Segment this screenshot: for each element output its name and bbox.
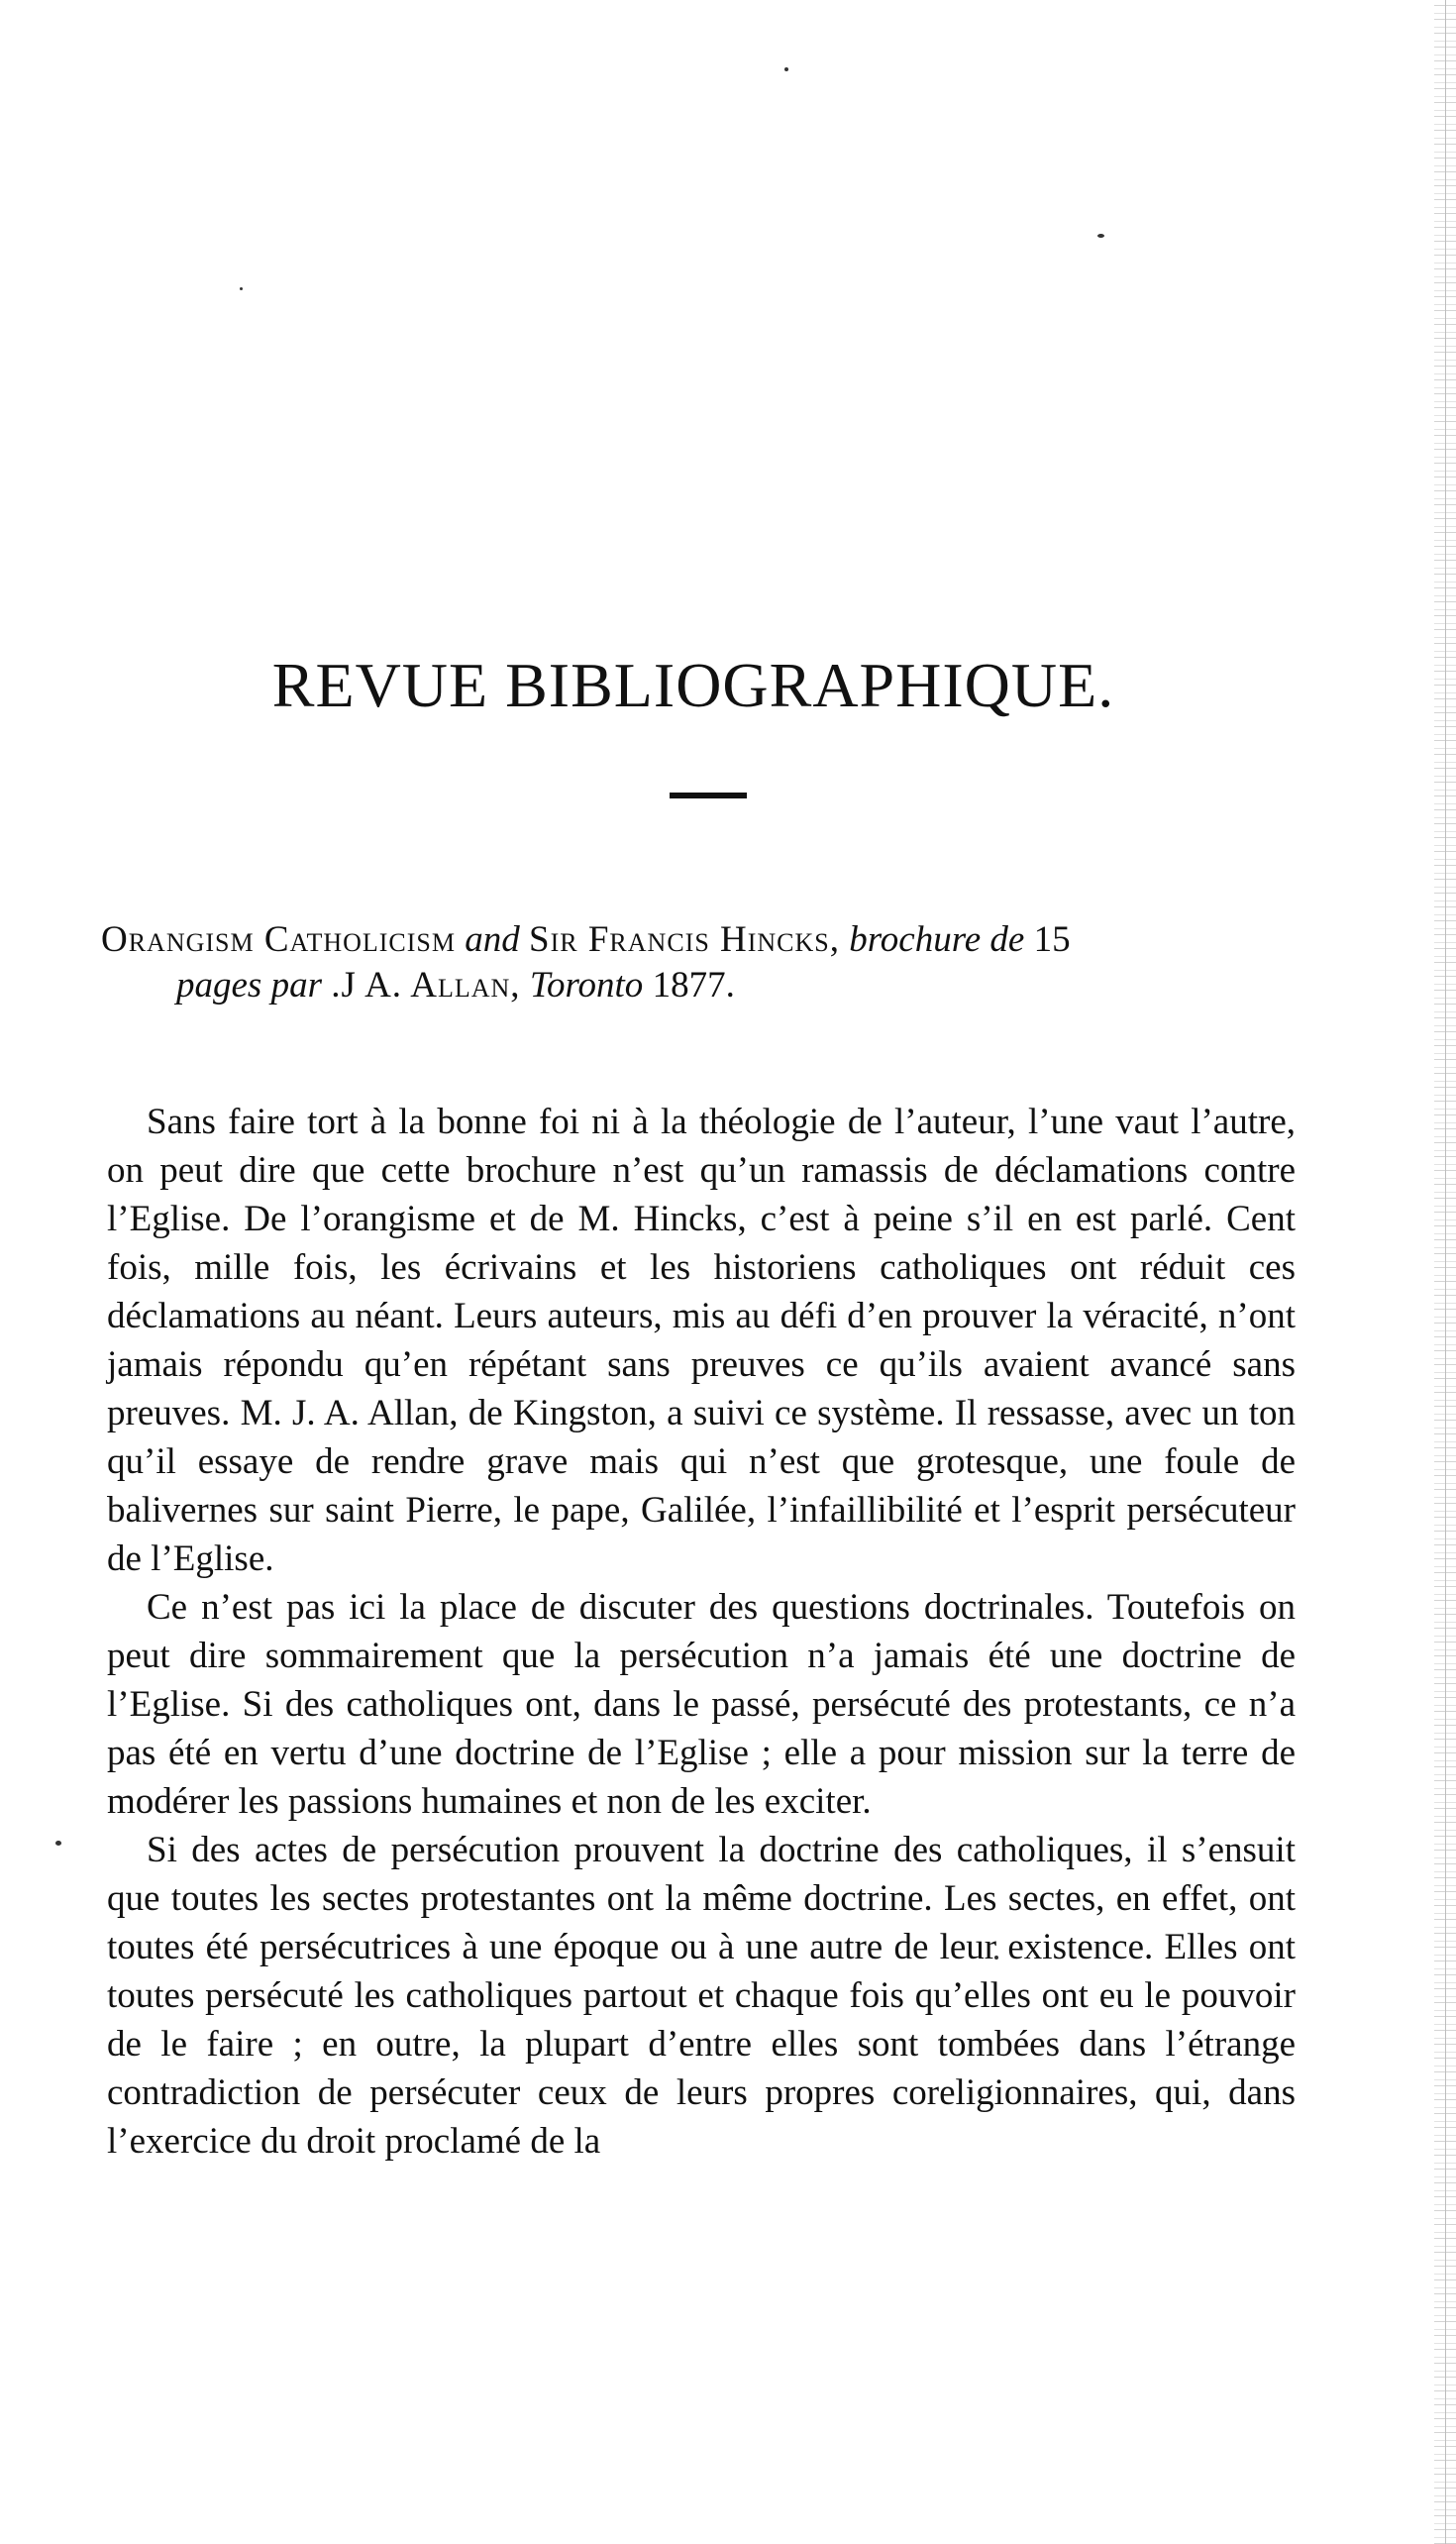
entry-page-count: 15 — [1033, 919, 1071, 960]
entry-line-1 — [101, 917, 1286, 963]
paragraph: Ce n’est pas ici la place de discuter des questions doctrinales. Toutefois on peut dire sommairement que la persécution n’a jamais été une doctrine de l’Eglise. Si des catholiques ont, dans le passé, persécuté des protestants, ce n’a pas été en vertu d’une doctrine de l’Eglise ; elle a pour mission sur la terre de modérer les passions humaines et non de les exciter. — [107, 1587, 1296, 1822]
entry-format: brochure de — [849, 919, 1025, 960]
entry-title-hincks: Sir Francis Hincks, — [529, 919, 841, 960]
entry-author: .J A. Allan, — [331, 965, 521, 1006]
entry-line-2 — [101, 963, 1286, 1008]
ink-speck — [1097, 234, 1104, 238]
ink-speck — [240, 287, 243, 290]
entry-place: Toronto — [529, 965, 644, 1006]
title-divider — [670, 793, 747, 798]
entry-title-orangism: Orangism Catholicism — [101, 919, 457, 960]
scanned-page-edge-line — [1445, 0, 1446, 2544]
entry-year: 1877. — [652, 965, 735, 1006]
paragraph: Si des actes de persécution prouvent la doctrine des catholiques, il s’ensuit que toutes les sectes protestantes ont la même doctrine. Les sectes, en effet, ont toutes été persécutrices à une époque ou à une autre de leur existence. Elles ont toutes persécuté les catholiques partout et chaque fois qu’elles ont eu le pouvoir de le faire ; en outre, la plupart d’entre elles sont tombées dans l’étrange contradiction de persécuter ceux de leurs propres coreligionnaires, qui, dans l’exercice du droit proclamé de la — [107, 1830, 1296, 2162]
ink-speck — [55, 1841, 61, 1846]
entry-pages-by: pages par — [176, 965, 322, 1006]
review-body — [107, 1098, 1296, 2166]
page-title: REVUE BIBLIOGRAPHIQUE. — [271, 649, 1115, 720]
paragraph: Sans faire tort à la bonne foi ni à la théologie de l’auteur, l’une vaut l’autre, on peut dire que cette brochure n’est qu’un ramassis de déclamations contre l’Eglise. De l’orangisme et de M. Hincks, c’est à peine s’il en est parlé. Cent fois, mille fois, les écrivains et les historiens catholiques ont réduit ces déclamations au néant. Leurs auteurs, mis au défi d’en prouver la véracité, n’ont jamais répondu qu’en répétant sans preuves ce qu’ils avaient avancé sans preuves. M. J. A. Allan, de Kingston, a suivi ce système. Il ressasse, avec un ton qu’il essaye de rendre grave mais qui n’est que grotesque, une foule de balivernes sur saint Pierre, le pape, Galilée, l’infaillibilité et l’esprit persécuteur de l’Eglise. — [107, 1102, 1296, 1579]
ink-speck — [784, 67, 788, 71]
bibliographic-entry — [101, 917, 1286, 1008]
entry-conjunction: and — [465, 919, 520, 960]
